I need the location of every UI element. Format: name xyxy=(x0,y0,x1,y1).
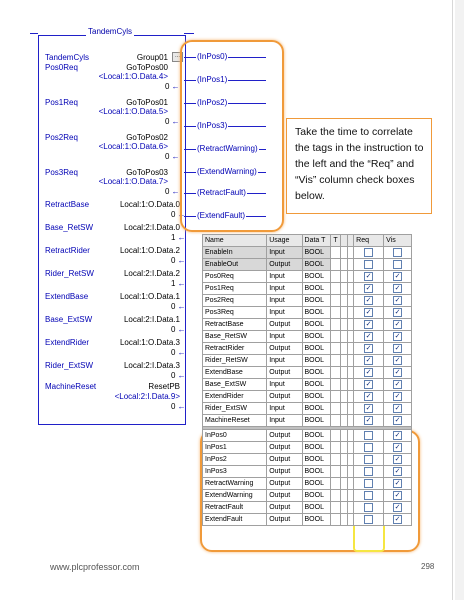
param-usage-cell: Input xyxy=(267,271,302,283)
req-cell xyxy=(354,331,384,343)
param-type-cell: BOOL xyxy=(302,514,331,526)
table-row[interactable] xyxy=(203,430,412,442)
vis-checkbox[interactable]: ✓ xyxy=(394,468,401,475)
req-cell xyxy=(354,415,384,427)
state-arrow-icon: ← xyxy=(175,302,186,311)
table-row[interactable] xyxy=(203,466,412,478)
req-cell xyxy=(354,454,384,466)
req-cell xyxy=(354,514,384,526)
vis-cell xyxy=(384,367,412,379)
param-extra-cell xyxy=(331,247,341,259)
req-checkbox[interactable]: ✓ xyxy=(365,417,372,424)
state-arrow-icon: ← xyxy=(175,348,186,357)
param-name-cell: EnableOut xyxy=(203,259,267,271)
aoi-io-tag: Local:1:O.Data.3 xyxy=(119,338,180,347)
param-extra-cell xyxy=(331,319,341,331)
req-checkbox[interactable]: ✓ xyxy=(365,333,372,340)
state-arrow-icon: ← xyxy=(175,325,186,334)
aoi-io-tag: Local:2:I.Data.3 xyxy=(123,361,180,370)
state-arrow-icon: ← xyxy=(175,279,186,288)
table-row[interactable] xyxy=(203,442,412,454)
state-arrow-icon: ← xyxy=(175,402,186,411)
aoi-param-value: GoToPos02 xyxy=(126,133,168,142)
vis-checkbox[interactable]: ✓ xyxy=(394,480,401,487)
vis-cell xyxy=(384,331,412,343)
param-name-cell: ExtendFault xyxy=(203,514,267,526)
param-usage-cell: Input xyxy=(267,307,302,319)
table-row[interactable] xyxy=(203,355,412,367)
vis-cell xyxy=(384,271,412,283)
param-extra-cell xyxy=(331,430,341,442)
vis-cell xyxy=(384,490,412,502)
param-type-cell: BOOL xyxy=(302,442,331,454)
param-type-cell: BOOL xyxy=(302,331,331,343)
parameters-table xyxy=(202,234,412,526)
req-checkbox[interactable] xyxy=(364,479,373,488)
output-coil[interactable]: (RetractWarning) xyxy=(197,144,258,153)
table-row[interactable] xyxy=(203,478,412,490)
req-checkbox[interactable]: ✓ xyxy=(365,321,372,328)
aoi-io-name: ExtendRider xyxy=(45,338,90,347)
req-cell xyxy=(354,271,384,283)
aoi-machine-reset-value: ResetPB xyxy=(148,382,180,391)
aoi-param-tag: <Local:1:O.Data.6> xyxy=(98,142,168,151)
param-type-cell: BOOL xyxy=(302,343,331,355)
param-type-cell: BOOL xyxy=(302,379,331,391)
vis-checkbox[interactable]: ✓ xyxy=(394,417,401,424)
param-usage-cell: Output xyxy=(267,391,302,403)
req-checkbox[interactable]: ✓ xyxy=(365,297,372,304)
state-arrow-icon: ← xyxy=(169,82,180,91)
param-type-cell: BOOL xyxy=(302,295,331,307)
param-usage-cell: Output xyxy=(267,454,302,466)
param-type-cell: BOOL xyxy=(302,454,331,466)
req-cell xyxy=(354,430,384,442)
table-row[interactable] xyxy=(203,307,412,319)
vis-checkbox[interactable]: ✓ xyxy=(394,516,401,523)
param-usage-cell: Output xyxy=(267,343,302,355)
req-cell xyxy=(354,466,384,478)
param-extra-cell xyxy=(331,514,341,526)
aoi-io-state: 0 ← xyxy=(171,348,186,357)
param-usage-cell: Output xyxy=(267,502,302,514)
param-name-cell: Pos3Req xyxy=(203,307,267,319)
param-extra-cell xyxy=(331,415,341,427)
param-extra-cell xyxy=(331,466,341,478)
param-type-cell: BOOL xyxy=(302,367,331,379)
aoi-param-value: GoToPos00 xyxy=(126,63,168,72)
param-usage-cell: Output xyxy=(267,319,302,331)
param-type-cell: BOOL xyxy=(302,259,331,271)
aoi-param-name: Pos0Req xyxy=(45,63,78,72)
output-coil[interactable]: (InPos1) xyxy=(197,75,228,84)
param-extra-cell xyxy=(331,283,341,295)
param-usage-cell: Output xyxy=(267,466,302,478)
aoi-io-state: 0 ← xyxy=(171,302,186,311)
page-shadow xyxy=(455,0,464,600)
param-name-cell: RetractFault xyxy=(203,502,267,514)
aoi-param-state: 0 ← xyxy=(165,187,180,196)
vis-cell xyxy=(384,295,412,307)
aoi-machine-reset-state: 0 ← xyxy=(171,402,186,411)
aoi-param-tag: <Local:1:O.Data.7> xyxy=(98,177,168,186)
table-column-header[interactable]: Data T xyxy=(302,235,331,247)
param-type-cell: BOOL xyxy=(302,355,331,367)
state-arrow-icon: ← xyxy=(169,152,180,161)
param-extra-cell xyxy=(331,259,341,271)
aoi-io-state: 0 ← xyxy=(171,371,186,380)
vis-cell xyxy=(384,391,412,403)
aoi-io-state: 1 ← xyxy=(171,279,186,288)
vis-cell xyxy=(384,478,412,490)
param-type-cell: BOOL xyxy=(302,307,331,319)
table-row[interactable] xyxy=(203,403,412,415)
param-name-cell: InPos3 xyxy=(203,466,267,478)
vis-cell xyxy=(384,307,412,319)
vis-checkbox[interactable]: ✓ xyxy=(394,444,401,451)
param-extra-cell xyxy=(331,403,341,415)
vis-cell xyxy=(384,442,412,454)
aoi-rail-left xyxy=(30,33,38,34)
param-name-cell: Base_ExtSW xyxy=(203,379,267,391)
req-cell xyxy=(354,307,384,319)
req-checkbox[interactable] xyxy=(364,443,373,452)
vis-checkbox[interactable]: ✓ xyxy=(394,369,401,376)
param-extra-cell xyxy=(331,331,341,343)
table-row[interactable] xyxy=(203,247,412,259)
vis-cell xyxy=(384,502,412,514)
req-checkbox[interactable]: ✓ xyxy=(365,369,372,376)
vis-checkbox[interactable]: ✓ xyxy=(394,285,401,292)
aoi-io-name: Rider_ExtSW xyxy=(45,361,94,370)
param-name-cell: Rider_RetSW xyxy=(203,355,267,367)
param-name-cell: InPos2 xyxy=(203,454,267,466)
table-row[interactable] xyxy=(203,490,412,502)
req-cell xyxy=(354,355,384,367)
param-usage-cell: Output xyxy=(267,367,302,379)
aoi-param-value: GoToPos01 xyxy=(126,98,168,107)
vis-cell xyxy=(384,403,412,415)
aoi-param-value: GoToPos03 xyxy=(126,168,168,177)
param-extra-cell xyxy=(331,478,341,490)
aoi-io-state: 1 ← xyxy=(171,233,186,242)
param-extra-cell xyxy=(331,490,341,502)
param-usage-cell: Input xyxy=(267,283,302,295)
param-usage-cell: Input xyxy=(267,355,302,367)
param-type-cell: BOOL xyxy=(302,430,331,442)
aoi-io-tag: Local:1:O.Data.2 xyxy=(119,246,180,255)
vis-checkbox[interactable]: ✓ xyxy=(394,405,401,412)
req-cell xyxy=(354,403,384,415)
param-name-cell: EnableIn xyxy=(203,247,267,259)
vis-checkbox[interactable]: ✓ xyxy=(394,333,401,340)
table-column-header[interactable]: Vis xyxy=(384,235,412,247)
param-usage-cell: Output xyxy=(267,442,302,454)
vis-checkbox[interactable]: ✓ xyxy=(394,345,401,352)
req-cell xyxy=(354,247,384,259)
aoi-param-state: 0 ← xyxy=(165,117,180,126)
vis-checkbox[interactable]: ✓ xyxy=(394,492,401,499)
aoi-param-tag: <Local:1:O.Data.5> xyxy=(98,107,168,116)
param-usage-cell: Output xyxy=(267,430,302,442)
param-name-cell: Pos1Req xyxy=(203,283,267,295)
param-type-cell: BOOL xyxy=(302,319,331,331)
vis-checkbox[interactable]: ✓ xyxy=(394,393,401,400)
table-column-header[interactable]: T xyxy=(331,235,341,247)
req-checkbox[interactable] xyxy=(364,503,373,512)
page-number: 298 xyxy=(421,562,435,571)
state-arrow-icon: ← xyxy=(175,256,186,265)
aoi-param-name: Pos1Req xyxy=(45,98,78,107)
vis-checkbox[interactable]: ✓ xyxy=(394,456,401,463)
aoi-param-state: 0 ← xyxy=(165,152,180,161)
param-usage-cell: Output xyxy=(267,259,302,271)
instruction-note: Take the time to correlate the tags in the instruction to the left and the “Req” and “Vis” column check boxes below. xyxy=(286,118,432,214)
param-type-cell: BOOL xyxy=(302,283,331,295)
output-coil[interactable]: (InPos3) xyxy=(197,121,228,130)
vis-cell xyxy=(384,343,412,355)
aoi-io-tag: Local:1:O.Data.1 xyxy=(119,292,180,301)
vis-cell xyxy=(384,430,412,442)
aoi-title: TandemCyls xyxy=(88,27,133,36)
aoi-io-name: ExtendBase xyxy=(45,292,89,301)
aoi-io-name: Base_ExtSW xyxy=(45,315,93,324)
param-extra-cell xyxy=(331,391,341,403)
table-row[interactable] xyxy=(203,295,412,307)
table-row[interactable] xyxy=(203,379,412,391)
param-type-cell: BOOL xyxy=(302,247,331,259)
vis-checkbox[interactable]: ✓ xyxy=(394,381,401,388)
state-arrow-icon: ← xyxy=(175,371,186,380)
param-extra-cell xyxy=(331,442,341,454)
param-name-cell: RetractWarning xyxy=(203,478,267,490)
req-cell xyxy=(354,367,384,379)
param-extra-cell xyxy=(331,295,341,307)
aoi-param-state: 0 ← xyxy=(165,82,180,91)
aoi-param-name: Pos2Req xyxy=(45,133,78,142)
param-name-cell: RetractRider xyxy=(203,343,267,355)
table-row[interactable] xyxy=(203,514,412,526)
aoi-io-state: 0 ← xyxy=(171,210,186,219)
vis-checkbox[interactable] xyxy=(393,260,402,269)
aoi-io-name: RetractBase xyxy=(45,200,90,209)
vis-cell xyxy=(384,283,412,295)
aoi-io-tag: Local:2:I.Data.2 xyxy=(123,269,180,278)
req-cell xyxy=(354,442,384,454)
req-checkbox[interactable] xyxy=(364,515,373,524)
param-extra-cell xyxy=(331,355,341,367)
param-extra-cell xyxy=(331,367,341,379)
param-type-cell: BOOL xyxy=(302,490,331,502)
table-row[interactable] xyxy=(203,367,412,379)
req-cell xyxy=(354,319,384,331)
vis-cell xyxy=(384,355,412,367)
param-type-cell: BOOL xyxy=(302,502,331,514)
vis-cell xyxy=(384,379,412,391)
req-cell xyxy=(354,379,384,391)
req-cell xyxy=(354,283,384,295)
param-type-cell: BOOL xyxy=(302,271,331,283)
param-extra-cell xyxy=(331,502,341,514)
output-coil[interactable]: (RetractFault) xyxy=(197,188,246,197)
vis-checkbox[interactable]: ✓ xyxy=(394,297,401,304)
param-usage-cell: Input xyxy=(267,403,302,415)
vis-checkbox[interactable]: ✓ xyxy=(394,357,401,364)
param-usage-cell: Input xyxy=(267,247,302,259)
aoi-rail-right xyxy=(184,33,194,34)
output-coil[interactable]: (ExtendFault) xyxy=(197,211,246,220)
vis-checkbox[interactable]: ✓ xyxy=(394,321,401,328)
state-arrow-icon: ← xyxy=(169,117,180,126)
param-name-cell: Base_RetSW xyxy=(203,331,267,343)
table-column-header[interactable]: Name xyxy=(203,235,267,247)
req-cell xyxy=(354,259,384,271)
table-row[interactable] xyxy=(203,415,412,427)
table-header-row xyxy=(203,235,412,247)
table-column-header[interactable]: Req xyxy=(354,235,384,247)
param-type-cell: BOOL xyxy=(302,466,331,478)
table-row[interactable] xyxy=(203,259,412,271)
req-checkbox[interactable] xyxy=(364,260,373,269)
table-row[interactable] xyxy=(203,331,412,343)
param-usage-cell: Input xyxy=(267,295,302,307)
vis-cell xyxy=(384,415,412,427)
param-name-cell: Pos0Req xyxy=(203,271,267,283)
param-name-cell: RetractBase xyxy=(203,319,267,331)
param-usage-cell: Output xyxy=(267,514,302,526)
vis-checkbox[interactable]: ✓ xyxy=(394,432,401,439)
table-column-header[interactable]: Usage xyxy=(267,235,302,247)
vis-cell xyxy=(384,319,412,331)
param-extra-cell xyxy=(331,343,341,355)
param-extra-cell xyxy=(331,271,341,283)
param-name-cell: InPos0 xyxy=(203,430,267,442)
table-row[interactable] xyxy=(203,319,412,331)
aoi-param-tag: <Local:1:O.Data.4> xyxy=(98,72,168,81)
output-coil[interactable]: (InPos0) xyxy=(197,52,228,61)
req-cell xyxy=(354,391,384,403)
param-usage-cell: Input xyxy=(267,379,302,391)
req-cell xyxy=(354,343,384,355)
param-type-cell: BOOL xyxy=(302,415,331,427)
param-name-cell: ExtendRider xyxy=(203,391,267,403)
vis-checkbox[interactable]: ✓ xyxy=(394,273,401,280)
param-name-cell: InPos1 xyxy=(203,442,267,454)
req-checkbox[interactable] xyxy=(364,248,373,257)
state-arrow-icon: ← xyxy=(175,210,186,219)
state-arrow-icon: ← xyxy=(175,233,186,242)
table-row[interactable] xyxy=(203,454,412,466)
param-usage-cell: Input xyxy=(267,415,302,427)
req-checkbox[interactable] xyxy=(364,431,373,440)
param-name-cell: ExtendBase xyxy=(203,367,267,379)
aoi-io-name: Base_RetSW xyxy=(45,223,94,232)
footer-url[interactable]: www.plcprofessor.com xyxy=(50,562,140,572)
param-type-cell: BOOL xyxy=(302,478,331,490)
aoi-io-tag: Local:2:I.Data.1 xyxy=(123,315,180,324)
req-checkbox[interactable]: ✓ xyxy=(365,393,372,400)
param-type-cell: BOOL xyxy=(302,391,331,403)
aoi-io-name: RetractRider xyxy=(45,246,90,255)
vis-cell xyxy=(384,514,412,526)
param-name-cell: Pos2Req xyxy=(203,295,267,307)
output-coil[interactable]: (ExtendWarning) xyxy=(197,167,257,176)
table-row[interactable] xyxy=(203,283,412,295)
param-name-cell: Rider_ExtSW xyxy=(203,403,267,415)
output-coil[interactable]: (InPos2) xyxy=(197,98,228,107)
param-extra-cell xyxy=(331,307,341,319)
req-checkbox[interactable]: ✓ xyxy=(365,357,372,364)
req-checkbox[interactable]: ✓ xyxy=(365,345,372,352)
param-name-cell: ExtendWarning xyxy=(203,490,267,502)
req-checkbox[interactable]: ✓ xyxy=(365,381,372,388)
aoi-browse-button[interactable]: ... xyxy=(172,52,183,62)
table-row[interactable] xyxy=(203,343,412,355)
aoi-io-tag: Local:1:O.Data.0 xyxy=(119,200,180,209)
req-cell xyxy=(354,502,384,514)
table-row[interactable] xyxy=(203,502,412,514)
table-row[interactable] xyxy=(203,391,412,403)
req-checkbox[interactable]: ✓ xyxy=(365,285,372,292)
vis-cell xyxy=(384,466,412,478)
req-checkbox[interactable] xyxy=(364,455,373,464)
vis-checkbox[interactable]: ✓ xyxy=(394,309,401,316)
req-checkbox[interactable] xyxy=(364,467,373,476)
req-checkbox[interactable]: ✓ xyxy=(365,273,372,280)
req-checkbox[interactable]: ✓ xyxy=(365,405,372,412)
param-name-cell: MachineReset xyxy=(203,415,267,427)
req-cell xyxy=(354,478,384,490)
param-usage-cell: Output xyxy=(267,490,302,502)
table-row[interactable] xyxy=(203,271,412,283)
aoi-param-value: Group01 xyxy=(136,53,168,62)
aoi-machine-reset-name: MachineReset xyxy=(45,382,97,391)
aoi-io-tag: Local:2:I.Data.0 xyxy=(123,223,180,232)
aoi-machine-reset-tag: <Local:2:I.Data.9> xyxy=(114,392,180,401)
req-checkbox[interactable] xyxy=(364,491,373,500)
vis-checkbox[interactable] xyxy=(393,248,402,257)
param-usage-cell: Input xyxy=(267,331,302,343)
aoi-io-name: Rider_RetSW xyxy=(45,269,94,278)
vis-cell xyxy=(384,259,412,271)
param-type-cell: BOOL xyxy=(302,403,331,415)
aoi-param-name: TandemCyls xyxy=(45,53,90,62)
param-extra-cell xyxy=(331,454,341,466)
param-extra-cell xyxy=(331,379,341,391)
req-cell xyxy=(354,490,384,502)
req-checkbox[interactable]: ✓ xyxy=(365,309,372,316)
vis-cell xyxy=(384,454,412,466)
coils-highlight xyxy=(180,40,284,232)
aoi-io-state: 0 ← xyxy=(171,256,186,265)
aoi-param-name: Pos3Req xyxy=(45,168,78,177)
vis-checkbox[interactable]: ✓ xyxy=(394,504,401,511)
aoi-io-state: 0 ← xyxy=(171,325,186,334)
state-arrow-icon: ← xyxy=(169,187,180,196)
req-cell xyxy=(354,295,384,307)
vis-cell xyxy=(384,247,412,259)
param-usage-cell: Output xyxy=(267,478,302,490)
